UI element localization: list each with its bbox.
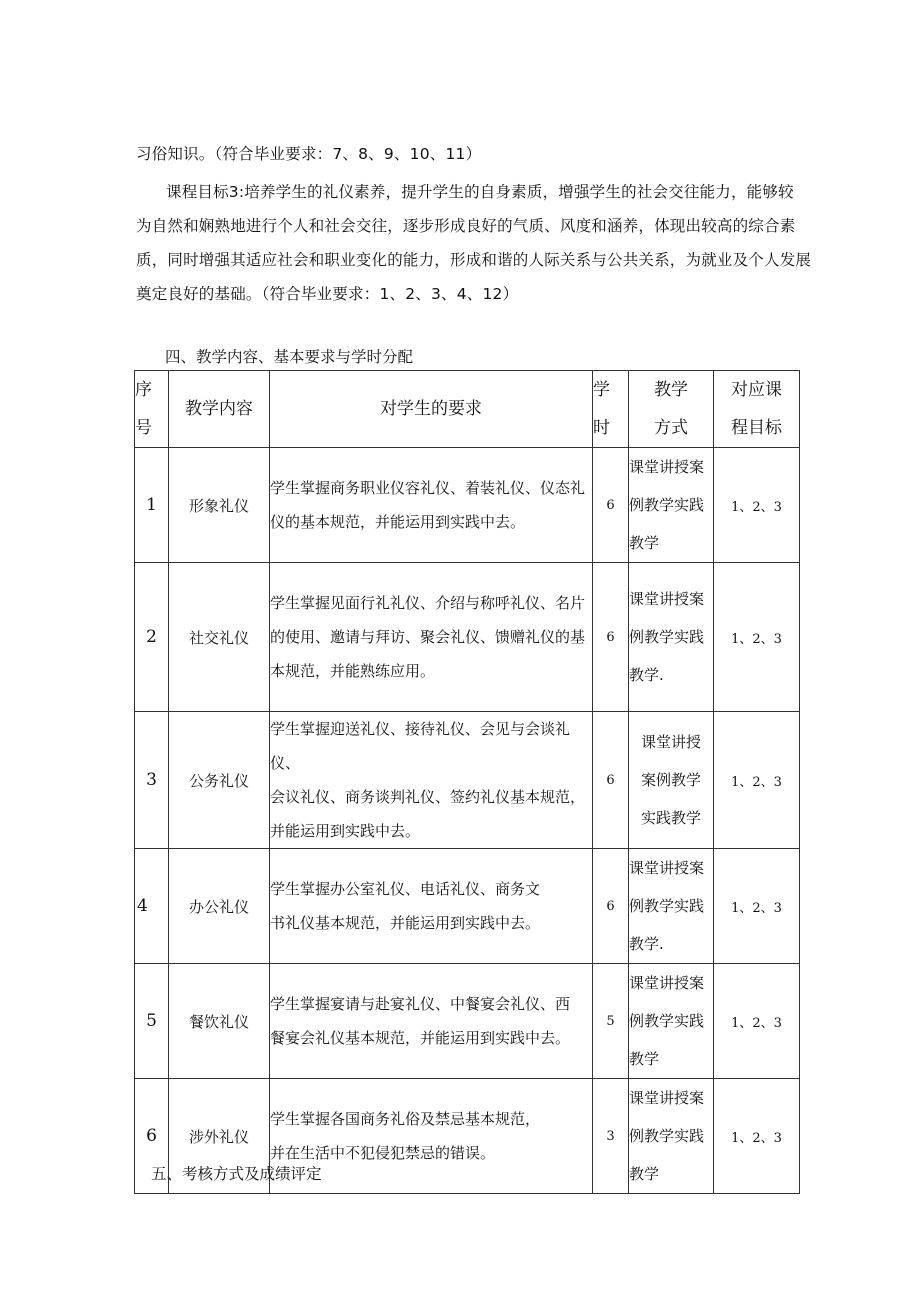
cell-content: 社交礼仪 [169,563,270,712]
intro-line: 习俗知识。（符合毕业要求：7、8、9、10、11） [136,145,482,163]
cell-seq: 4 [135,849,169,964]
section-4-heading: 四、教学内容、基本要求与学时分配 [165,348,414,366]
header-target: 对应课 程目标 [714,371,800,448]
course-goal-3-paragraph [136,175,812,311]
table-row [135,712,800,849]
cell-content: 公务礼仪 [169,712,270,849]
cell-content: 形象礼仪 [169,448,270,563]
cell-target: 1、2、3 [714,563,800,712]
header-seq: 序 号 [135,371,169,448]
header-hours: 学 时 [593,371,629,448]
header-method: 教学 方式 [629,371,714,448]
cell-method: 课堂讲授 案例教学 实践教学 [629,712,714,849]
table-row [135,448,800,563]
goal3-line: 质，同时增强其适应社会和职业变化的能力，形成和谐的人际关系与公共关系，为就业及个人发展 [136,251,812,269]
cell-method: 课堂讲授案 例教学实践 教学. [629,849,714,964]
cell-seq: 6 [135,1079,169,1194]
section-5-heading: 五、考核方式及成绩评定 [151,1165,322,1183]
cell-hours: 6 [593,448,629,563]
cell-requirement: 学生掌握宴请与赴宴礼仪、中餐宴会礼仪、西 餐宴会礼仪基本规范，并能运用到实践中去。 [270,964,593,1079]
cell-hours: 3 [593,1079,629,1194]
cell-seq: 5 [135,964,169,1079]
goal3-line: 奠定良好的基础。（符合毕业要求：1、2、3、4、12） [136,285,519,303]
cell-requirement: 学生掌握迎送礼仪、接待礼仪、会见与会谈礼仪、 会议礼仪、商务谈判礼仪、签约礼仪基本规范， 并能运用到实践中去。 [270,712,593,849]
header-content: 教学内容 [169,371,270,448]
cell-hours: 6 [593,849,629,964]
cell-hours: 6 [593,712,629,849]
table-row [135,964,800,1079]
cell-target: 1、2、3 [714,964,800,1079]
table-row [135,849,800,964]
cell-requirement: 学生掌握办公室礼仪、电话礼仪、商务文 书礼仪基本规范，并能运用到实践中去。 [270,849,593,964]
cell-hours: 6 [593,563,629,712]
cell-target: 1、2、3 [714,448,800,563]
cell-target: 1、2、3 [714,712,800,849]
cell-requirement: 学生掌握各国商务礼俗及禁忌基本规范， 并在生活中不犯侵犯禁忌的错误。 [270,1079,593,1194]
cell-seq: 1 [135,448,169,563]
table-row [135,563,800,712]
cell-method: 课堂讲授案 例教学实践 教学. [629,563,714,712]
cell-seq: 2 [135,563,169,712]
teaching-content-table [134,370,800,1194]
cell-requirement: 学生掌握商务职业仪容礼仪、着装礼仪、仪态礼 仪的基本规范，并能运用到实践中去。 [270,448,593,563]
cell-target: 1、2、3 [714,1079,800,1194]
cell-method: 课堂讲授案 例教学实践 教学 [629,1079,714,1194]
cell-target: 1、2、3 [714,849,800,964]
cell-requirement: 学生掌握见面行礼礼仪、介绍与称呼礼仪、名片 的使用、邀请与拜访、聚会礼仪、馈赠礼仪的基 本规范，并能熟练应用。 [270,563,593,712]
cell-content: 餐饮礼仪 [169,964,270,1079]
cell-content: 涉外礼仪 [169,1079,270,1194]
cell-method: 课堂讲授案 例教学实践 教学 [629,964,714,1079]
intro-paragraph-end [136,137,786,171]
cell-content: 办公礼仪 [169,849,270,964]
cell-seq: 3 [135,712,169,849]
table-header-row [135,371,800,448]
goal3-line: 为自然和娴熟地进行个人和社会交往，逐步形成良好的气质、风度和涵养，体现出较高的综合素 [136,217,796,235]
cell-hours: 5 [593,964,629,1079]
cell-method: 课堂讲授案 例教学实践 教学 [629,448,714,563]
goal3-line: 课程目标3:培养学生的礼仪素养，提升学生的自身素质，增强学生的社会交往能力，能够较 [166,183,794,201]
header-requirement: 对学生的要求 [270,371,593,448]
